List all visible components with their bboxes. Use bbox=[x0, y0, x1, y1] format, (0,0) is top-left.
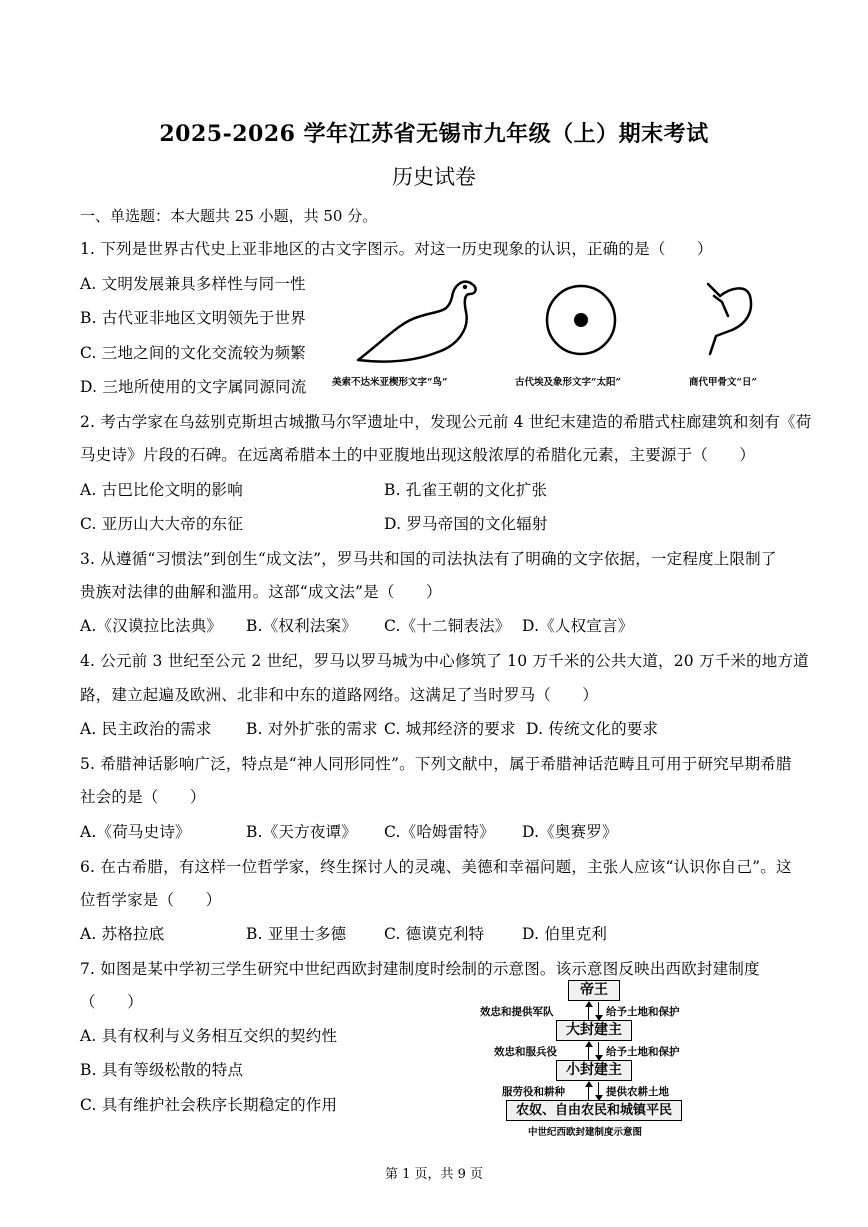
section-heading: 一、单选题：本大题共 25 小题，共 50 分。 bbox=[80, 207, 378, 225]
q1-caption-oracle: 商代甲骨文“日” bbox=[689, 377, 757, 388]
q4-option-d: D. 传统文化的要求 bbox=[526, 720, 659, 738]
arrow-up-3 bbox=[588, 1082, 589, 1100]
level-minor-lords: 小封建主 bbox=[556, 1060, 632, 1081]
q6-option-d: D. 伯里克利 bbox=[522, 925, 608, 943]
diagram-caption: 中世纪西欧封建制度示意图 bbox=[528, 1127, 643, 1138]
q4-option-a: A. 民主政治的需求 bbox=[80, 720, 212, 738]
page-subtitle: 历史试卷 bbox=[392, 165, 476, 189]
q2-option-a: A. 古巴比伦文明的影响 bbox=[80, 481, 243, 499]
q7-option-a: A. 具有权利与义务相互交织的契约性 bbox=[80, 1027, 338, 1045]
arrow-up-1 bbox=[588, 1002, 589, 1020]
q4-stem-line1: 4. 公元前 3 世纪至公元 2 世纪，罗马以罗马城为中心修筑了 10 万千米的公共大道，20 万千米的地方道 bbox=[80, 652, 809, 670]
q3-option-a: A.《汉谟拉比法典》 bbox=[80, 617, 223, 635]
q3-option-c: C.《十二铜表法》 bbox=[384, 617, 511, 635]
level-peasants: 农奴、自由农民和城镇平民 bbox=[506, 1100, 682, 1121]
q1-caption-cuneiform: 美索不达米亚楔形文字“鸟” bbox=[332, 377, 448, 388]
q6-option-b: B. 亚里士多德 bbox=[246, 925, 347, 943]
q6-stem-line1: 6. 在古希腊，有这样一位哲学家，终生探讨人的灵魂、美德和幸福问题，主张人应该“认识你自己”。这 bbox=[80, 858, 792, 876]
obligation-note-1: 效忠和提供军队 bbox=[480, 1006, 554, 1018]
page-footer: 第 1 页，共 9 页 bbox=[384, 1167, 484, 1182]
q7-stem-line2: （ ） bbox=[80, 993, 143, 1011]
page-title: 2025-2026 学年江苏省无锡市九年级（上）期末考试 bbox=[159, 121, 709, 147]
q3-option-d: D.《人权宣言》 bbox=[522, 617, 634, 635]
q1-stem: 1. 下列是世界古代史上亚非地区的古文字图示。对这一历史现象的认识，正确的是（ ） bbox=[80, 240, 713, 258]
q1-caption-egyptian: 古代埃及象形文字“太阳” bbox=[515, 377, 621, 388]
grant-note-1: 给予土地和保护 bbox=[606, 1006, 680, 1018]
q4-option-b: B. 对外扩张的需求 bbox=[246, 720, 378, 738]
q6-stem-line2: 位哲学家是（ ） bbox=[80, 891, 222, 909]
egyptian-sun-glyph bbox=[543, 282, 619, 358]
grant-note-2: 给予土地和保护 bbox=[606, 1046, 680, 1058]
arrow-down-3 bbox=[598, 1082, 599, 1100]
q7-stem-line1: 7. 如图是某中学初三学生研究中世纪西欧封建制度时绘制的示意图。该示意图反映出西欧封建制度 bbox=[80, 960, 760, 978]
q5-option-b: B.《天方夜谭》 bbox=[246, 823, 357, 841]
arrow-up-2 bbox=[588, 1042, 589, 1060]
q2-stem-line2: 马史诗》片段的石碑。在远离希腊本土的中亚腹地出现这般浓厚的希腊化元素，主要源于（ ） bbox=[80, 446, 756, 464]
q1-option-a: A. 文明发展兼具多样性与同一性 bbox=[80, 275, 306, 293]
q2-option-b: B. 孔雀王朝的文化扩张 bbox=[384, 481, 548, 499]
q4-stem-line2: 路，建立起遍及欧洲、北非和中东的道路网络。这满足了当时罗马（ ） bbox=[80, 686, 599, 704]
q5-option-a: A.《荷马史诗》 bbox=[80, 823, 191, 841]
oracle-bone-sun-glyph bbox=[700, 278, 760, 360]
level-emperor: 帝王 bbox=[568, 980, 620, 1001]
arrow-down-2 bbox=[598, 1042, 599, 1060]
q5-stem-line2: 社会的是（ ） bbox=[80, 788, 206, 806]
level-great-lords: 大封建主 bbox=[556, 1020, 632, 1041]
cuneiform-bird-glyph bbox=[352, 272, 482, 372]
q3-stem-line2: 贵族对法律的曲解和滥用。这部“成文法”是（ ） bbox=[80, 583, 442, 601]
q5-option-c: C.《哈姆雷特》 bbox=[384, 823, 495, 841]
obligation-note-2: 效忠和服兵役 bbox=[494, 1046, 557, 1058]
q7-option-b: B. 具有等级松散的特点 bbox=[80, 1061, 244, 1079]
arrow-down-1 bbox=[598, 1002, 599, 1020]
q3-stem-line1: 3. 从遵循“习惯法”到创生“成文法”，罗马共和国的司法执法有了明确的文字依据，一定程度上限制了 bbox=[80, 550, 777, 568]
q2-option-c: C. 亚历山大大帝的东征 bbox=[80, 515, 244, 533]
q6-option-a: A. 苏格拉底 bbox=[80, 925, 165, 943]
q1-option-c: C. 三地之间的文化交流较为频繁 bbox=[80, 344, 306, 362]
q5-stem-line1: 5. 希腊神话影响广泛，特点是“神人同形同性”。下列文献中，属于希腊神话范畴且可用于研究早期希腊 bbox=[80, 755, 792, 773]
q6-option-c: C. 德谟克利特 bbox=[384, 925, 485, 943]
q1-option-b: B. 古代亚非地区文明领先于世界 bbox=[80, 309, 306, 327]
q2-option-d: D. 罗马帝国的文化辐射 bbox=[384, 515, 548, 533]
q3-option-b: B.《权利法案》 bbox=[246, 617, 357, 635]
q4-option-c: C. 城邦经济的要求 bbox=[384, 720, 516, 738]
obligation-note-3: 服劳役和耕种 bbox=[502, 1086, 565, 1098]
q7-option-c: C. 具有维护社会秩序长期稳定的作用 bbox=[80, 1096, 338, 1114]
q5-option-d: D.《奥赛罗》 bbox=[522, 823, 618, 841]
feudal-system-diagram bbox=[476, 980, 712, 1140]
q1-option-d: D. 三地所使用的文字属同源同流 bbox=[80, 378, 307, 396]
grant-note-3: 提供农耕土地 bbox=[606, 1086, 669, 1098]
q2-stem-line1: 2. 考古学家在乌兹别克斯坦古城撒马尔罕遗址中，发现公元前 4 世纪末建造的希腊式柱廊建筑和刻有《荷 bbox=[80, 413, 812, 431]
